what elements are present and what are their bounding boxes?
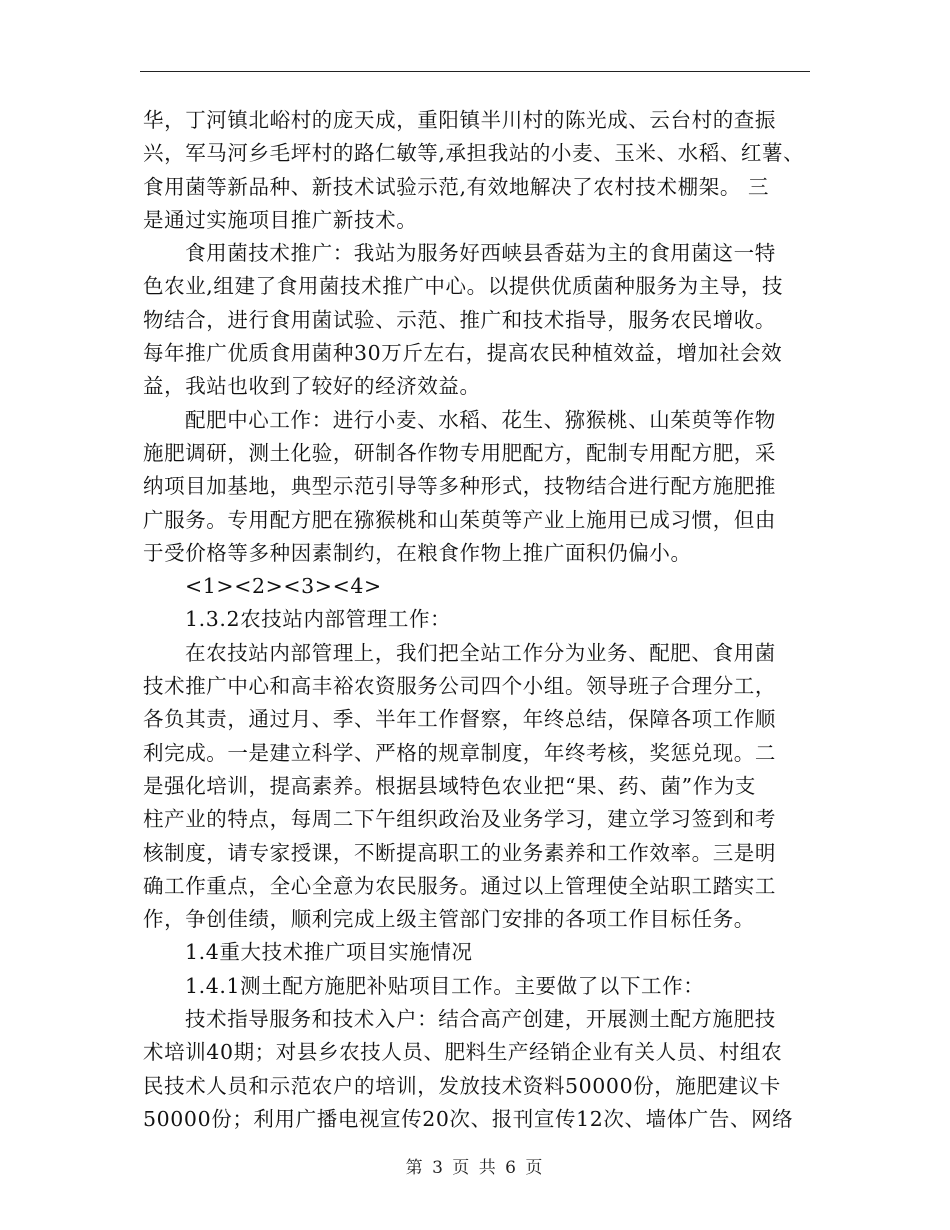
section-heading: 1.4.1测土配方施肥补贴项目工作。主要做了以下工作： [185, 973, 705, 998]
text-line: 在农技站内部管理上，我们把全站工作分为业务、配肥、食用菌 [185, 640, 776, 665]
text-line: 物结合，进行食用菌试验、示范、推广和技术指导，服务农民增收。 [143, 307, 776, 332]
text-line: 利完成。一是建立科学、严格的规章制度，年终考核，奖惩兑现。二 [143, 740, 776, 765]
text-line: 兴，军马河乡毛坪村的路仁敏等,承担我站的小麦、玉米、水稻、红薯、 [143, 141, 805, 166]
text-line: 核制度，请专家授课，不断提高职工的业务素养和工作效率。三是明 [143, 840, 776, 865]
text-line: 确工作重点，全心全意为农民服务。通过以上管理使全站职工踏实工 [143, 873, 776, 898]
text-line: 柱产业的特点，每周二下午组织政治及业务学习，建立学习签到和考 [143, 807, 776, 832]
text-line: 作，争创佳绩，顺利完成上级主管部门安排的各项工作目标任务。 [143, 907, 755, 932]
document-body [143, 104, 808, 1136]
text-line: 益，我站也收到了较好的经济效益。 [143, 374, 481, 399]
section-heading: 1.3.2农技站内部管理工作： [185, 607, 452, 632]
text-line: 技术推广中心和高丰裕农资服务公司四个小组。领导班子合理分工， [143, 674, 776, 699]
text-line: 食用菌等新品种、新技术试验示范,有效地解决了农村技术棚架。 三 [143, 174, 770, 199]
text-line: 是通过实施项目推广新技术。 [143, 207, 418, 232]
text-line: 华，丁河镇北峪村的庞天成，重阳镇半川村的陈光成、云台村的查振 [143, 108, 776, 132]
text-line: 于受价格等多种因素制约，在粮食作物上推广面积仍偏小。 [143, 540, 692, 565]
text-line: 民技术人员和示范农户的培训，发放技术资料50000份，施肥建议卡 [143, 1073, 781, 1098]
text-line: <1><2><3><4> [185, 574, 382, 599]
text-line: 纳项目加基地，典型示范引导等多种形式，技物结合进行配方施肥推 [143, 474, 776, 499]
text-line: 施肥调研，测土化验，研制各作物专用肥配方，配制专用配方肥，采 [143, 440, 776, 465]
text-line: 技术指导服务和技术入户：结合高产创建，开展测土配方施肥技 [185, 1007, 776, 1032]
page-footer: 第 3 页 共 6 页 [405, 1158, 545, 1178]
text-line: 各负其责，通过月、季、半年工作督察，年终总结，保障各项工作顺 [143, 707, 776, 732]
text-line: 术培训40期；对县乡农技人员、肥料生产经销企业有关人员、村组农 [143, 1040, 783, 1065]
text-line: 每年推广优质食用菌种30万斤左右，提高农民种植效益，增加社会效 [143, 341, 783, 366]
section-heading: 1.4重大技术推广项目实施情况 [185, 940, 473, 965]
text-line: 配肥中心工作：进行小麦、水稻、花生、猕猴桃、山茱萸等作物 [185, 407, 776, 432]
header-rule [140, 71, 810, 72]
text-line: 是强化培训，提高素养。根据县域特色农业把“果、药、菌”作为支 [143, 773, 756, 798]
text-line: 食用菌技术推广：我站为服务好西峡县香菇为主的食用菌这一特 [185, 241, 776, 266]
text-line: 广服务。专用配方肥在猕猴桃和山茱萸等产业上施用已成习惯，但由 [143, 507, 776, 532]
text-line: 色农业,组建了食用菌技术推广中心。以提供优质菌种服务为主导，技 [143, 274, 784, 299]
text-line: 50000份；利用广播电视宣传20次、报刊宣传12次、墙体广告、网络 [143, 1106, 794, 1131]
